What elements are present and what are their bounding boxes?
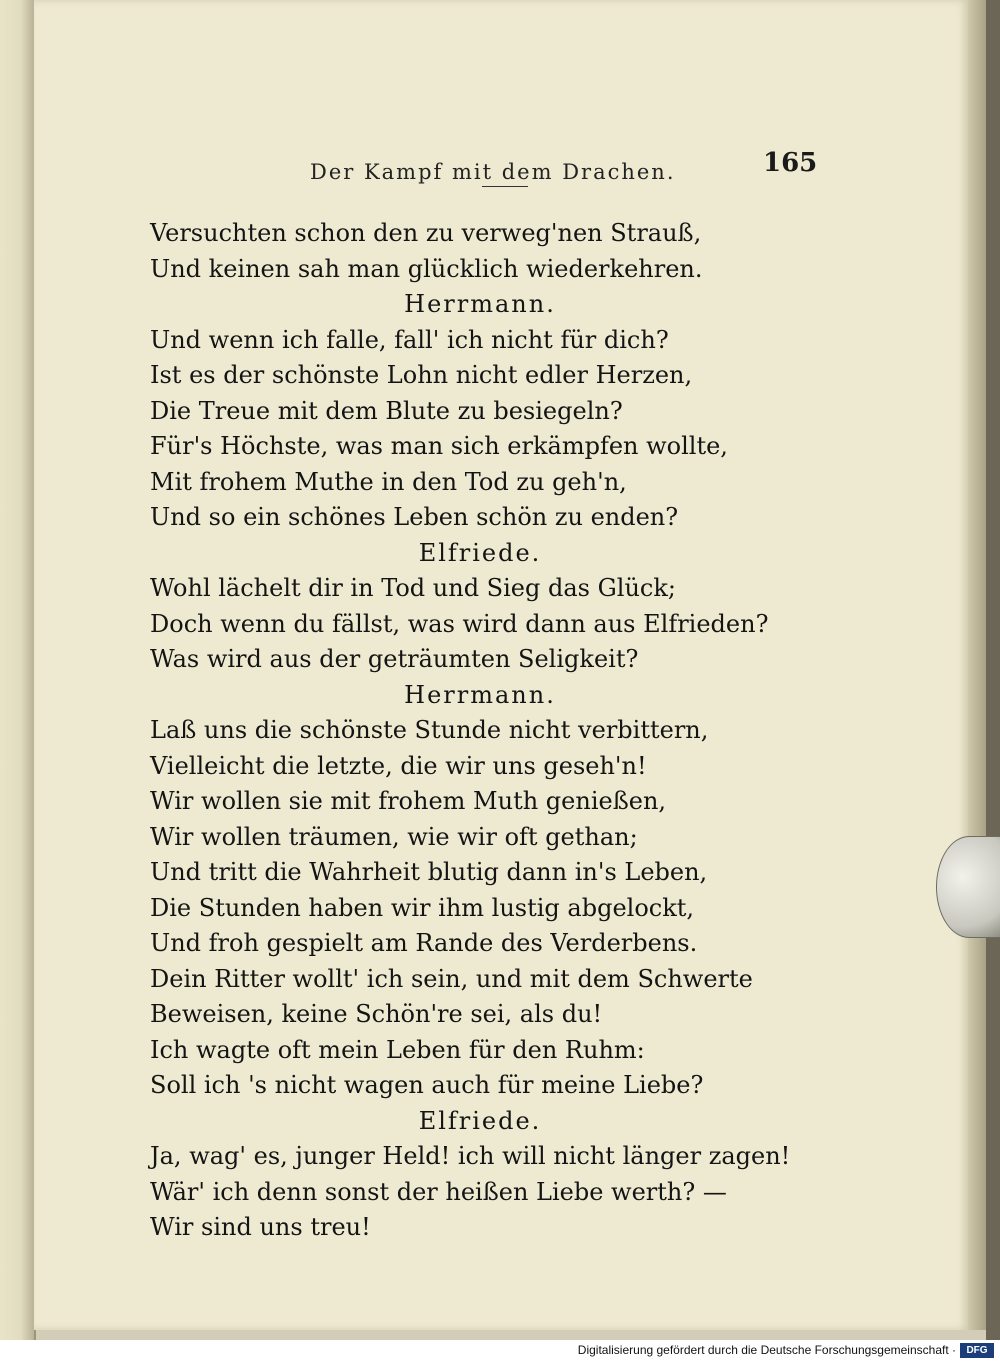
verse-line: Die Treue mit dem Blute zu besiegeln? (150, 396, 623, 425)
book-spine (0, 0, 36, 1340)
verse-line: Mit frohem Muthe in den Tod zu geh'n, (150, 467, 627, 496)
verse-line: Versuchten schon den zu verweg'nen Strauß, (150, 219, 702, 247)
verse-line: Beweisen, keine Schön're sei, als du! (150, 1000, 603, 1028)
verse-line: Und tritt die Wahrheit blutig dann in's Leben, (150, 858, 708, 886)
verse-line: Ist es der schönste Lohn nicht edler Herzen, (150, 361, 693, 389)
speaker-name: Herrmann. (404, 290, 556, 318)
verse-line: Und wenn ich falle, fall' ich nicht für dich? (150, 325, 669, 354)
verse-line: Wir wollen sie mit frohem Muth genießen, (150, 787, 667, 815)
verse-line: Ich wagte oft mein Leben für den Ruhm: (150, 1035, 645, 1064)
page-clip-tab (936, 836, 1000, 938)
header-rule (482, 186, 528, 187)
verse-line: Wohl lächelt dir in Tod und Sieg das Glück; (150, 574, 676, 602)
dfg-logo: DFG (960, 1343, 994, 1358)
verse-line: Wir wollen träumen, wie wir oft gethan; (150, 822, 638, 851)
verse-line: Für's Höchste, was man sich erkämpfen wollte, (150, 432, 728, 460)
speaker-name: Elfriede. (418, 538, 542, 567)
footer-credit: Digitalisierung gefördert durch die Deutsche Forschungsgemeinschaft · (577, 1343, 956, 1357)
verse-line: Und so ein schönes Leben schön zu enden? (150, 503, 679, 531)
verse-line: Wär' ich denn sonst der heißen Liebe werth? — (150, 1177, 727, 1206)
verse-line: Laß uns die schönste Stunde nicht verbittern, (150, 716, 709, 744)
verse-line: Und keinen sah man glücklich wiederkehren. (150, 254, 703, 283)
play-text (150, 216, 810, 1246)
verse-line: Und froh gespielt am Rande des Verderbens. (150, 929, 698, 957)
verse-line: Soll ich 's nicht wagen auch für meine Liebe? (150, 1071, 704, 1099)
verse-line: Vielleicht die letzte, die wir uns geseh'n! (150, 751, 647, 780)
page-number: 165 (763, 148, 818, 178)
verse-line: Doch wenn du fällst, was wird dann aus Elfrieden? (150, 609, 769, 638)
verse-line: Dein Ritter wollt' ich sein, und mit dem Schwerte (150, 964, 753, 993)
scan-border (986, 0, 1000, 1362)
verse-line: Was wird aus der geträumten Seligkeit? (150, 645, 639, 673)
speaker-name: Herrmann. (404, 680, 556, 709)
page-edge (968, 0, 986, 1330)
footer-bar (0, 1340, 1000, 1362)
verse-line: Ja, wag' es, junger Held! ich will nicht länger zagen! (150, 1142, 791, 1170)
running-header: Der Kampf mit dem Drachen. (310, 160, 676, 184)
speaker-name: Elfriede. (418, 1106, 542, 1135)
verse-line: Die Stunden haben wir ihm lustig abgelockt, (150, 893, 695, 922)
verse-line: Wir sind uns treu! (150, 1213, 371, 1241)
